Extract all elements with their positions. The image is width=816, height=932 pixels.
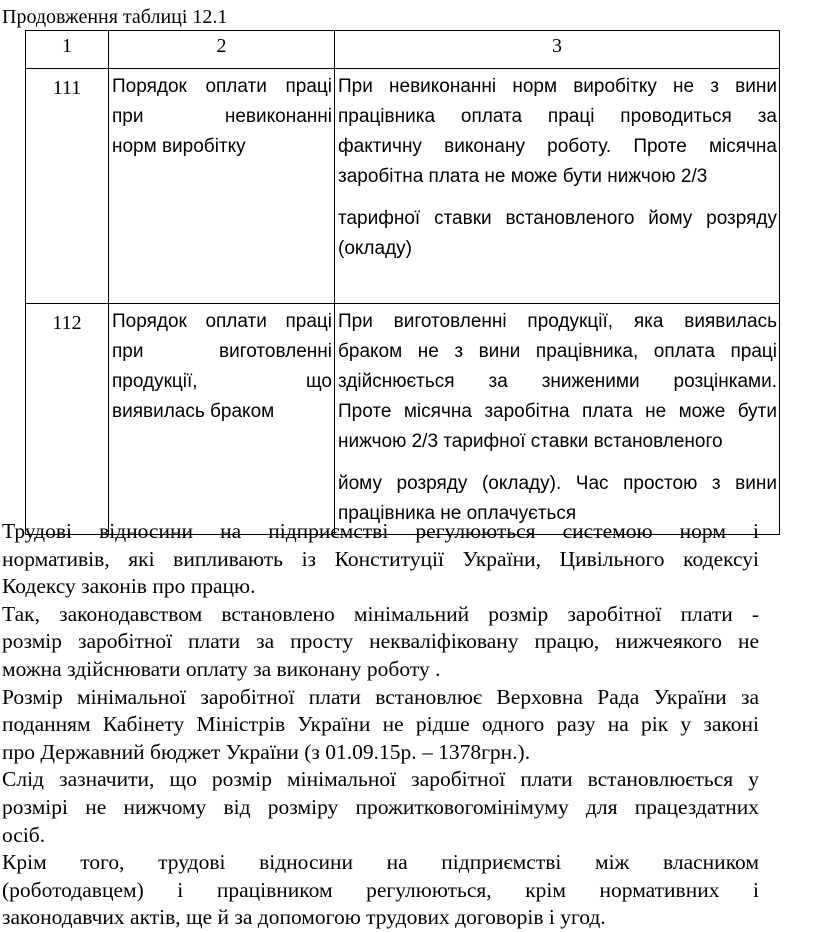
table-caption: Продовження таблиці 12.1 [2, 6, 228, 28]
paragraph-line: Крім того, трудові відносини на підприємстві між власником [2, 850, 759, 875]
wage-rules-table [25, 30, 780, 535]
paragraph [2, 766, 759, 849]
paragraph-line: розмірі не нижчому від розміру прожитковогомінімуму для працездатних [2, 794, 759, 819]
title-line: норм виробітку [112, 136, 246, 157]
title-line: при невиконанні [112, 106, 332, 127]
paragraph-line: поданням Кабінету Міністрів України не рідше одного разу на рік у законі [2, 712, 759, 737]
title-line: виявилась браком [112, 401, 275, 422]
paragraph-line: Розмір мінімальної заробітної плати встановлює Верховна Рада України за [2, 684, 759, 709]
description-line: Проте місячна заробітна плата не може бути [338, 401, 777, 422]
title-line: Порядок оплати праці [112, 311, 332, 332]
paragraph-line: нормативів, які випливають із Конституції України, Цивільного кодексуі [2, 546, 759, 571]
table-row [26, 69, 780, 304]
description-line: працівника не оплачується [338, 503, 577, 524]
table-header-row [26, 31, 780, 69]
column-header-1: 1 [26, 31, 109, 69]
description-line: При виготовленні продукції, яка виявилась [338, 311, 777, 332]
paragraph-line: Так, законодавством встановлено мінімальний розмір заробітної плати - [2, 601, 759, 626]
description-line: тарифної ставки встановленого йому розряду [338, 208, 777, 229]
description-line: (окладу) [338, 238, 412, 259]
paragraph-line: осіб. [2, 822, 46, 847]
row-description [335, 304, 780, 535]
row-title [109, 69, 335, 304]
description-line: нижчою 2/3 тарифної ставки встановленого [338, 431, 723, 452]
paragraph-line: Слід зазначити, що розмір мінімальної заробітної плати встановлюється у [2, 767, 759, 792]
description-line: йому розряду (окладу). Час простою з вини [338, 473, 777, 494]
paragraph-line: розмір заробітної плати за просту некваліфіковану працю, нижчеякого не [2, 629, 759, 654]
row-number: 111 [26, 69, 109, 304]
title-line: продукції, що [112, 371, 332, 392]
column-header-2: 2 [109, 31, 335, 69]
description-line: При невиконанні норм виробітку не з вини [338, 76, 777, 97]
description-line: заробітна плата не може бути нижчою 2/3 [338, 166, 708, 187]
paragraph-line: Кодексу законів про працю. [2, 574, 256, 599]
description-line: працівника оплата праці проводиться за [338, 106, 777, 127]
title-line: Порядок оплати праці [112, 76, 332, 97]
body-text [2, 518, 759, 932]
paragraph-line: про Державний бюджет України (з 01.09.15р. – 1378грн.). [2, 739, 531, 764]
paragraph-line: Трудові відносини на підприємстві регулюються системою норм і [2, 519, 759, 543]
paragraph [2, 601, 759, 684]
row-title [109, 304, 335, 535]
paragraph [2, 684, 759, 767]
paragraph [2, 849, 759, 932]
table-row [26, 304, 780, 535]
paragraph-line: (роботодавцем) і працівником регулюються, крім нормативних і [2, 877, 759, 902]
row-description [335, 69, 780, 304]
paragraph-line: законодавчих актів, ще й за допомогою трудових договорів і угод. [2, 905, 606, 930]
paragraph [2, 518, 759, 601]
title-line: при виготовленні [112, 341, 332, 362]
description-line: фактичну виконану роботу. Проте місячна [338, 136, 777, 157]
description-line: браком не з вини працівника, оплата праці [338, 341, 777, 362]
paragraph-line: можна здійснювати оплату за виконану роботу . [2, 656, 441, 681]
column-header-3: 3 [335, 31, 780, 69]
row-number: 112 [26, 304, 109, 535]
description-line: здійснюється за зниженими розцінками. [338, 371, 777, 392]
